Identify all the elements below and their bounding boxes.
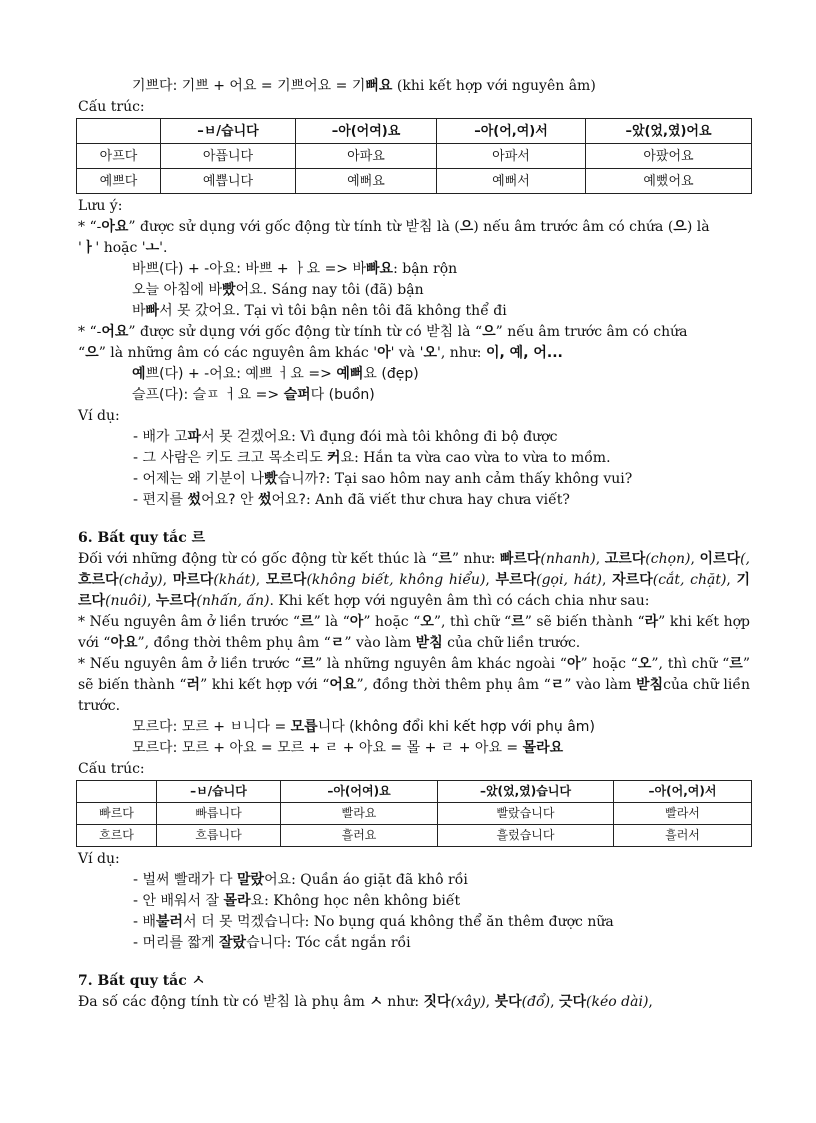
conjugation-table-1 <box>76 118 752 194</box>
table-header-cell: –아(어여)요 <box>296 119 437 144</box>
table-cell: 흐르다 <box>77 825 157 847</box>
text-run: ” vào làm <box>564 677 637 693</box>
table-cell: 빨랐습니다 <box>438 803 614 825</box>
text-run: - 안 배워서 잘 <box>133 893 224 909</box>
text-run: 으 <box>482 324 496 340</box>
text-run: 모르다: 모르 + 아요 = 모르 + ㄹ + 아요 = 몰 + ㄹ + 아요 = <box>132 740 523 756</box>
text-run: 아 <box>377 345 391 361</box>
text-run: ', như: <box>436 345 486 361</box>
conjugation-table-2 <box>76 780 752 847</box>
text-run: * Nếu nguyên âm ở liền trước “ <box>78 656 302 672</box>
text-run: 르 <box>301 656 316 672</box>
table-cell: 빨라요 <box>281 803 438 825</box>
text-run: 마르다 <box>172 572 214 588</box>
text-run: (đổ) <box>521 994 551 1010</box>
text-run: - 배 <box>133 914 157 930</box>
text-run: : Tại sao hôm nay anh cảm thấy không vui? <box>325 471 633 487</box>
text-run: 요 <box>340 450 355 466</box>
text-run: 이, 예, 어... <box>485 345 563 361</box>
list-item <box>78 490 750 511</box>
text-run: 커 <box>327 450 341 466</box>
table-header-cell <box>77 119 161 144</box>
list-item <box>78 870 750 891</box>
text-run: 말랐 <box>237 872 265 888</box>
table-row <box>77 825 752 847</box>
intro-ko: 기쁘다: 기쁘 + 어요 = 기쁘어요 = 기 <box>132 78 366 94</box>
section-6-rule-1 <box>78 612 750 654</box>
text-run: (nhấn, ấn) <box>196 593 270 609</box>
text-run: : Anh đã viết thư chưa hay chưa viết? <box>305 492 570 508</box>
text-run: 으 <box>85 345 99 361</box>
text-run: 빠르다 <box>499 551 541 567</box>
text-run: ) nếu âm trước âm có chứa ( <box>473 219 674 235</box>
table-cell: 흘러요 <box>281 825 438 847</box>
text-run: ” là những nguyên âm khác ngoài “ <box>315 656 567 672</box>
text-run: * “- <box>78 324 102 340</box>
table-cell: 빠릅니다 <box>157 803 281 825</box>
text-run: 빠요 <box>366 261 394 277</box>
text-run: 어요 <box>329 677 357 693</box>
examples2-label: Ví dụ: <box>78 851 120 867</box>
text-run: 바쁘(다) + -아요: 바쁘 + ㅏ요 => 바 <box>132 261 367 277</box>
text-run: * “- <box>78 219 102 235</box>
note-example-2 <box>78 280 750 301</box>
text-run: là phụ âm <box>290 994 370 1010</box>
note-example-3 <box>78 301 750 322</box>
text-run: 썼 <box>257 492 272 508</box>
table-header-row <box>77 781 752 803</box>
text-run: 예뻐 <box>336 366 364 382</box>
text-run: (nhanh) <box>540 551 596 567</box>
text-run: 빴 <box>264 471 278 487</box>
text-run: ' và ' <box>390 345 424 361</box>
text-run: 파 <box>187 429 202 445</box>
table-cell: 예쁩니다 <box>161 169 296 194</box>
table2-label: Cấu trúc: <box>78 761 145 777</box>
text-run: : No bụng quá không thể ăn thêm được nữa <box>304 914 614 930</box>
text-run: ㄹ <box>550 677 565 693</box>
text-run: 빠 <box>145 303 160 319</box>
text-run: 어요? 안 <box>201 492 258 508</box>
text-run: ”, thì chữ “ <box>651 656 730 672</box>
text-run: ”, thì chữ “ <box>433 614 512 630</box>
text-run: 부르다 <box>495 572 537 588</box>
text-run: 썼 <box>187 492 202 508</box>
note-example-4 <box>78 364 750 385</box>
text-run: ) là <box>686 219 710 235</box>
text-run: 어요? <box>271 492 306 508</box>
text-run: (nuôi) <box>105 593 147 609</box>
section-7-intro: Đa số các động tính từ có 받침 là phụ âm ㅅ như: 짓다(xây), 붓다(đổ), 긋다(kéo dài), <box>78 994 653 1010</box>
text-run: ”, đồng thời thêm phụ âm “ <box>356 677 551 693</box>
table-header-cell: –ㅂ/습니다 <box>161 119 296 144</box>
text-run: ” vào làm <box>344 635 416 651</box>
text-run: 빴 <box>222 282 236 298</box>
text-run: 으 <box>673 219 687 235</box>
table-header-cell: –아(어,여)서 <box>614 781 752 803</box>
intro-example <box>78 76 750 97</box>
note-label: Lưu ý: <box>78 198 123 214</box>
list-item <box>78 912 750 933</box>
text-run: 잘랐 <box>219 935 247 951</box>
text-run: của chữ liền trước. <box>78 677 750 714</box>
list-item <box>78 448 750 469</box>
text-run: 자르다 <box>612 572 653 588</box>
text-run: 아요 <box>110 635 138 651</box>
text-run: : Vì đụng đói mà tôi không đi bộ được <box>291 429 558 445</box>
text-run: ” được sử dụng với gốc động từ tính từ <box>128 219 406 235</box>
text-run: ㅗ <box>145 240 160 256</box>
intro-vi: (khi kết hợp với nguyên âm) <box>392 78 596 94</box>
table-cell: 예쁘다 <box>77 169 161 194</box>
table-row <box>77 144 752 169</box>
text-run: 몰라 <box>223 893 251 909</box>
text-run: 누르다 <box>155 593 197 609</box>
text-run: (, <box>740 551 751 567</box>
text-run: ” là “ <box>313 614 350 630</box>
table-header-cell: –아(어,여)서 <box>437 119 586 144</box>
text-run: ㅅ <box>369 994 383 1010</box>
note-example-5 <box>78 385 750 406</box>
text-run: : bận rộn <box>393 261 458 277</box>
text-run: 르 <box>729 656 743 672</box>
text-run: * Nếu nguyên âm ở liền trước “ <box>78 614 301 630</box>
text-run: 서 더 못 먹겠습니다 <box>183 914 305 930</box>
text-run: 이르다 <box>699 551 741 567</box>
text-run: 쁘 <box>145 366 160 382</box>
text-run: 라 <box>644 614 659 630</box>
text-run: 흐르다 <box>78 572 119 588</box>
text-run: - 배가 고 <box>133 429 188 445</box>
text-run: 아 <box>349 614 364 630</box>
table-header-cell: –아(어여)요 <box>281 781 438 803</box>
text-run: của chữ liền trước. <box>442 635 581 651</box>
text-run: 습니까? <box>277 471 326 487</box>
text-run: Đa số các động tính từ có <box>78 994 263 1010</box>
text-run: ' hoặc ' <box>95 240 146 256</box>
table-header-cell: –ㅂ/습니다 <box>157 781 281 803</box>
text-run: - 머리를 짧게 <box>133 935 220 951</box>
section-6-rule-2 <box>78 654 750 717</box>
text-run: 아요 <box>101 219 129 235</box>
text-run: (chọn) <box>645 551 691 567</box>
text-run: “ <box>78 345 86 361</box>
list-item <box>78 933 750 954</box>
text-run: ” được sử dụng với gốc động từ tính từ có <box>128 324 427 340</box>
table-row <box>77 169 752 194</box>
text-run: ” là những âm có các nguyên âm khác ' <box>98 345 378 361</box>
text-run: (chảy) <box>118 572 163 588</box>
list-item <box>78 427 750 448</box>
text-run: ” hoặc “ <box>363 614 421 630</box>
text-run: . Khi kết hợp với nguyên âm thì có cách chia như sau: <box>269 593 650 609</box>
text-run: 받침 <box>405 219 433 235</box>
section-6-example-2 <box>78 738 750 759</box>
text-run: 붓다 <box>494 994 522 1010</box>
text-run: (khát) <box>213 572 256 588</box>
text-run: 러 <box>186 677 201 693</box>
text-run: - 벌써 빨래가 다 <box>133 872 237 888</box>
text-run: 받침 <box>263 994 291 1010</box>
section-6-title <box>78 528 750 549</box>
text-run: 불러 <box>156 914 184 930</box>
table-cell: 빨라서 <box>614 803 752 825</box>
table-cell: 아프다 <box>77 144 161 169</box>
text-run: 모르다: 모르 + ㅂ니다 = <box>132 719 291 735</box>
text-run: 오 <box>420 614 434 630</box>
text-run: - 편지를 <box>133 492 188 508</box>
text-run: 서 못 걷겠어요 <box>201 429 292 445</box>
text-run: 받침 <box>636 677 664 693</box>
text-run: (gọi, hát) <box>536 572 603 588</box>
table-cell: 예뻐서 <box>437 169 586 194</box>
text-run: : Quần áo giặt đã khô rồi <box>291 872 468 888</box>
text-run: ” hoặc “ <box>580 656 638 672</box>
text-run: 어요 <box>101 324 129 340</box>
section-6-intro: Đối với những động từ có gốc động từ kết thúc là “르” như: 빠르다(nhanh), 고르다(chọn), 이르다(, 흐르다(chảy), 마르다(khát), 모르다(không biết, không hiểu), 부르다(gọi, hát), 자르다(cắt, chặt), 기르다(nuôi), 누르다(nhấn, ấn). Khi kết hợp với nguyên âm thì có cách chia như sau: <box>78 551 751 609</box>
text-run: 습니다 <box>246 935 287 951</box>
text-run: ” như: <box>451 551 500 567</box>
table-row <box>77 803 752 825</box>
text-run: ㄹ <box>330 635 345 651</box>
text-run: - 어제는 왜 기분이 나 <box>133 471 265 487</box>
text-run: 받침 <box>426 324 454 340</box>
text-run: Đối với những động từ có gốc động từ kết thúc là “ <box>78 551 439 567</box>
text-run: : Hắn ta vừa cao vừa to vừa to mồm. <box>354 450 611 466</box>
table-cell: 빠르다 <box>77 803 157 825</box>
table-cell: 흘러서 <box>614 825 752 847</box>
text-run: ” sẽ biến thành “ <box>524 614 645 630</box>
text-run: 오늘 아침에 바 <box>132 282 223 298</box>
text-run: 어요 <box>264 872 292 888</box>
text-run: 예 <box>132 366 146 382</box>
table-cell: 예뻤어요 <box>586 169 752 194</box>
text-run: ' <box>78 240 82 256</box>
text-run: 요 <box>250 893 265 909</box>
text-run: ” nếu âm trước âm có chứa <box>495 324 688 340</box>
examples1-label: Ví dụ: <box>78 408 120 424</box>
table-header-cell: –았(었,였)어요 <box>586 119 752 144</box>
note-rule-2 <box>78 322 750 364</box>
text-run: 받침 <box>415 635 443 651</box>
text-run: 바 <box>132 303 146 319</box>
text-run: 르 <box>511 614 525 630</box>
text-run: 고르다 <box>604 551 646 567</box>
intro-ko-bold: 뻐요 <box>365 78 393 94</box>
text-run: là ( <box>432 219 460 235</box>
text-run: 으 <box>459 219 474 235</box>
text-run: (kéo dài) <box>586 994 649 1010</box>
text-run: ” khi kết hợp với “ <box>200 677 330 693</box>
table-cell: 아파요 <box>296 144 437 169</box>
section-6-example-1 <box>78 717 750 738</box>
text-run: 6. Bất quy tắc 르 <box>78 530 206 546</box>
table-header-cell: –았(었,였)습니다 <box>438 781 614 803</box>
text-run: , <box>648 994 653 1010</box>
note-example-1 <box>78 259 750 280</box>
document-page <box>78 76 750 1013</box>
text-run: 르 <box>300 614 314 630</box>
text-run: : Tóc cắt ngắn rồi <box>286 935 411 951</box>
text-run: (다) + -어요: 예쁘 ㅓ요 => <box>159 366 337 382</box>
text-run: - 그 사람은 키도 크고 목소리도 <box>133 450 328 466</box>
text-run: 모릅 <box>290 719 318 735</box>
table-cell: 흘렀습니다 <box>438 825 614 847</box>
text-run: 서 못 갔어요. Tại vì tôi bận nên tôi đã không thể đi <box>159 303 507 319</box>
text-run: : Không học nên không biết <box>264 893 461 909</box>
text-run: ” sẽ biến thành “ <box>78 656 750 693</box>
text-run: 르 <box>438 551 452 567</box>
table-cell: 아팠어요 <box>586 144 752 169</box>
table1-label: Cấu trúc: <box>78 99 145 115</box>
text-run: 오 <box>637 656 652 672</box>
text-run: là “ <box>453 324 483 340</box>
text-run: ” khi kết hợp với “ <box>78 614 750 651</box>
text-run: 몰라요 <box>522 740 564 756</box>
text-run: 7. Bất quy tắc ㅅ <box>78 973 206 989</box>
table-cell: 아파서 <box>437 144 586 169</box>
text-run: 다 (buồn) <box>310 387 375 403</box>
table-header-row <box>77 119 752 144</box>
list-item <box>78 891 750 912</box>
text-run: 어요. Sáng nay tôi (đã) bận <box>235 282 424 298</box>
text-run: 니다 (không đổi khi kết hợp với phụ âm) <box>317 719 595 735</box>
section-7-title <box>78 971 750 992</box>
text-run: (xây) <box>450 994 486 1010</box>
text-run: như: <box>382 994 424 1010</box>
text-run: 짓다 <box>423 994 451 1010</box>
text-run: ”, đồng thời thêm phụ âm “ <box>137 635 331 651</box>
note-rule-1 <box>78 217 750 259</box>
table-header-cell <box>77 781 157 803</box>
text-run: 아 <box>566 656 581 672</box>
text-run: 요 (đẹp) <box>363 366 419 382</box>
text-run: (không biết, không hiểu) <box>306 572 486 588</box>
text-run: ㅏ <box>81 240 96 256</box>
table-cell: 흐릅니다 <box>157 825 281 847</box>
text-run: 기르다 <box>78 572 751 609</box>
text-run: (cắt, chặt) <box>652 572 727 588</box>
text-run: 슬퍼 <box>283 387 311 403</box>
text-run: 슬프(다): 슬ㅍ ㅓ요 => <box>132 387 284 403</box>
text-run: 오 <box>423 345 437 361</box>
text-run: 모르다 <box>265 572 307 588</box>
list-item <box>78 469 750 490</box>
text-run: 긋다 <box>558 994 587 1010</box>
text-run: '. <box>159 240 168 256</box>
table-cell: 예뻐요 <box>296 169 437 194</box>
table-cell: 아픕니다 <box>161 144 296 169</box>
